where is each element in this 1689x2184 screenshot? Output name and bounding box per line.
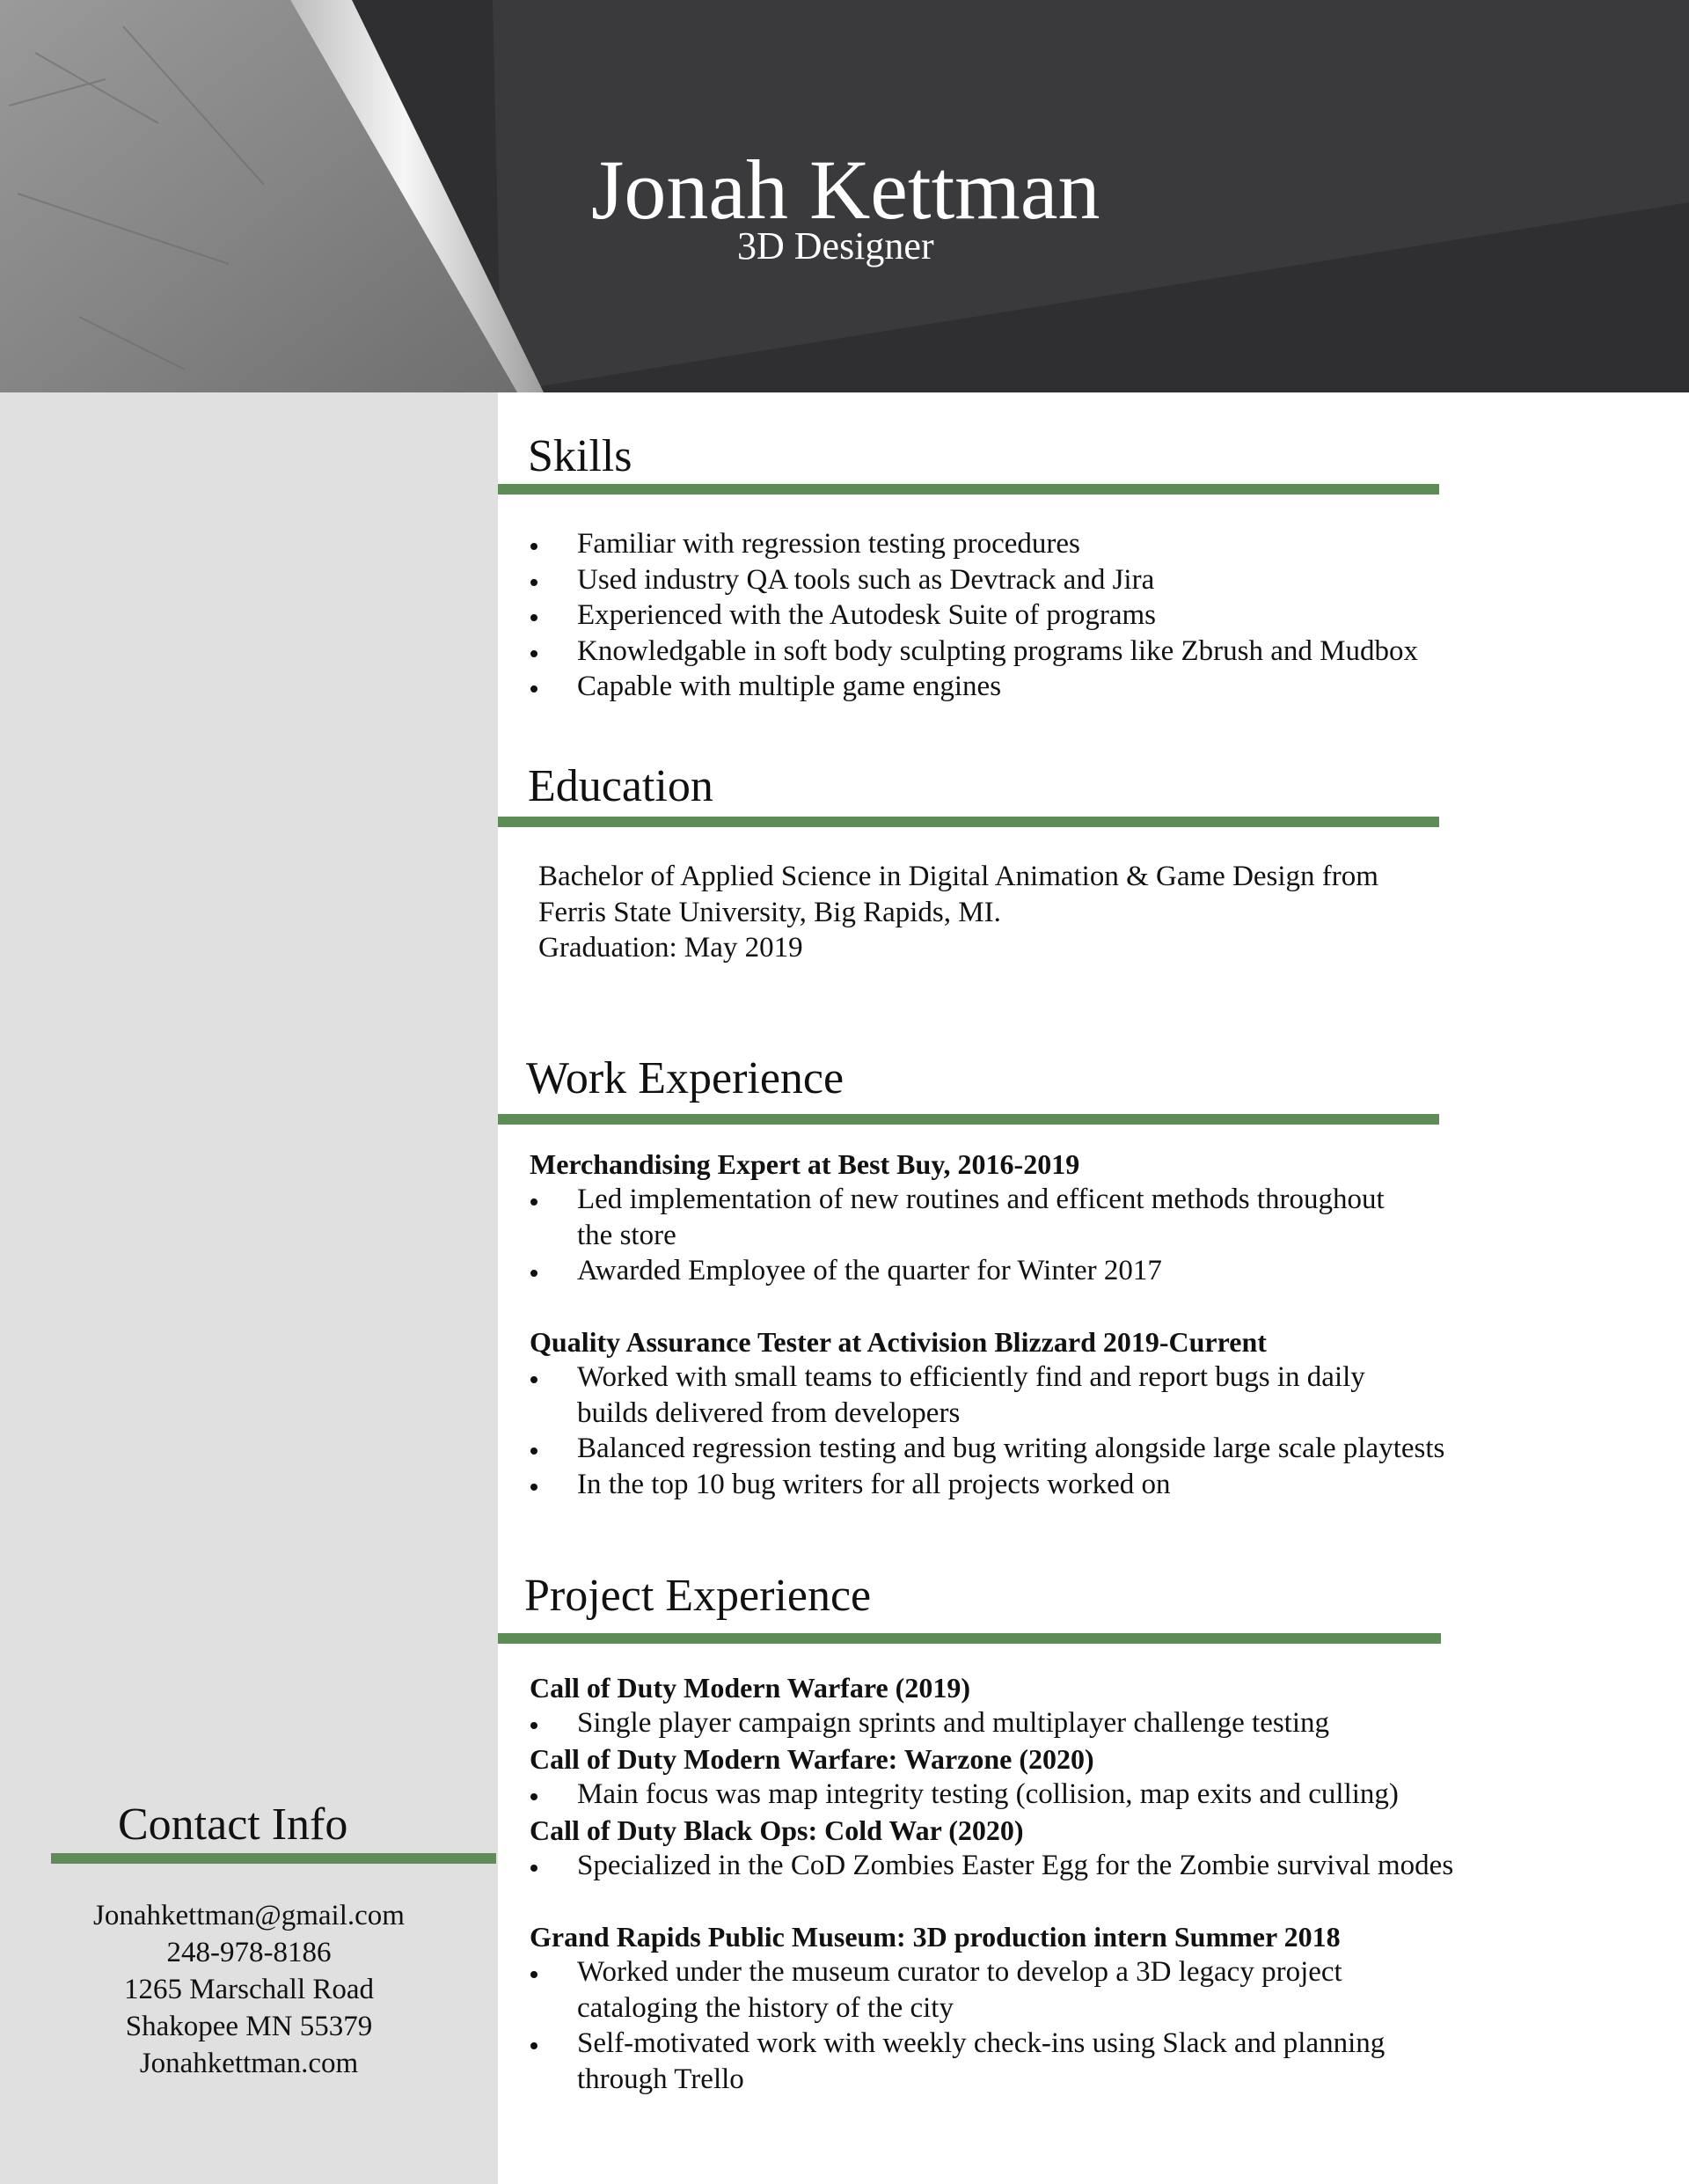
contact-street: 1265 Marschall Road bbox=[123, 1974, 375, 2005]
projects-divider bbox=[498, 1633, 1441, 1644]
contact-divider bbox=[51, 1853, 496, 1864]
list-item: Familiar with regression testing procedures bbox=[528, 526, 1418, 562]
contact-heading: Contact Info bbox=[118, 1799, 348, 1850]
contact-phone: 248-978-8186 bbox=[166, 1937, 332, 1968]
list-item: Knowledgable in soft body sculpting programs like Zbrush and Mudbox bbox=[528, 634, 1418, 670]
list-item: Self-motivated work with weekly check-ins using Slack and planning through Trello bbox=[528, 2026, 1385, 2097]
list-item: Balanced regression testing and bug writing alongside large scale playtests bbox=[528, 1431, 1444, 1467]
list-item: Single player campaign sprints and multiplayer challenge testing bbox=[528, 1705, 1329, 1741]
education-heading: Education bbox=[528, 761, 713, 811]
contact-website: Jonahkettman.com bbox=[139, 2048, 359, 2079]
education-divider bbox=[498, 817, 1439, 827]
person-name: Jonah Kettman bbox=[591, 143, 1100, 237]
job-bullets bbox=[528, 1360, 1444, 1502]
list-item: Specialized in the CoD Zombies Easter Egg for the Zombie survival modes bbox=[528, 1848, 1453, 1884]
project-bullets bbox=[528, 1705, 1329, 1741]
project-bullets bbox=[528, 1848, 1453, 1884]
list-item: Used industry QA tools such as Devtrack and Jira bbox=[528, 562, 1418, 598]
job-title: 3D Designer bbox=[737, 224, 934, 268]
education-line: Graduation: May 2019 bbox=[538, 932, 803, 964]
list-item: Awarded Employee of the quarter for Winter 2017 bbox=[528, 1253, 1385, 1289]
list-item: Led implementation of new routines and efficent methods throughout the store bbox=[528, 1182, 1385, 1253]
contact-email: Jonahkettman@gmail.com bbox=[93, 1900, 405, 1931]
list-item: Capable with multiple game engines bbox=[528, 669, 1418, 705]
skills-list bbox=[528, 526, 1418, 705]
list-item: Main focus was map integrity testing (collision, map exits and culling) bbox=[528, 1777, 1399, 1813]
skills-heading: Skills bbox=[528, 431, 632, 481]
project-heading: Call of Duty Modern Warfare: Warzone (2020) bbox=[530, 1743, 1094, 1775]
projects-heading: Project Experience bbox=[524, 1571, 872, 1621]
project-bullets bbox=[528, 1954, 1385, 2097]
list-item: Worked under the museum curator to develop a 3D legacy project cataloging the history of the city bbox=[528, 1954, 1385, 2026]
contact-city: Shakopee MN 55379 bbox=[125, 2011, 373, 2042]
job-heading: Merchandising Expert at Best Buy, 2016-2019 bbox=[530, 1148, 1080, 1180]
contact-block bbox=[0, 1897, 498, 2082]
job-bullets bbox=[528, 1182, 1385, 1289]
project-bullets bbox=[528, 1777, 1399, 1813]
header-banner bbox=[0, 0, 1689, 392]
list-item: Experienced with the Autodesk Suite of programs bbox=[528, 597, 1418, 634]
project-heading: Call of Duty Black Ops: Cold War (2020) bbox=[530, 1814, 1024, 1846]
work-divider bbox=[498, 1114, 1439, 1125]
education-line: Ferris State University, Big Rapids, MI. bbox=[538, 896, 1001, 928]
education-line: Bachelor of Applied Science in Digital Animation & Game Design from bbox=[538, 861, 1378, 892]
project-heading: Grand Rapids Public Museum: 3D production intern Summer 2018 bbox=[530, 1921, 1341, 1953]
education-block bbox=[538, 859, 1378, 966]
work-heading: Work Experience bbox=[526, 1053, 844, 1103]
list-item: In the top 10 bug writers for all projects worked on bbox=[528, 1467, 1444, 1503]
project-heading: Call of Duty Modern Warfare (2019) bbox=[530, 1672, 970, 1704]
job-heading: Quality Assurance Tester at Activision Blizzard 2019-Current bbox=[530, 1326, 1267, 1358]
skills-divider bbox=[498, 484, 1439, 495]
list-item: Worked with small teams to efficiently find and report bugs in daily builds delivered from developers bbox=[528, 1360, 1444, 1431]
